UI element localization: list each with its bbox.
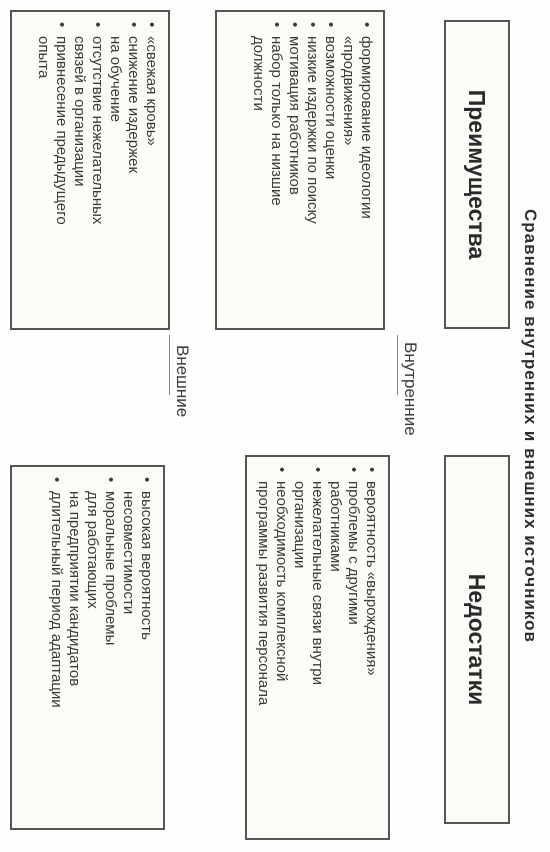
internal-row-label: Внутренние <box>401 342 420 436</box>
internal-advantage-item: • набор только на низшие должности <box>249 22 285 318</box>
internal-advantage-item: • мотивация работников <box>285 22 303 318</box>
external-row-label: Внешние <box>173 345 192 418</box>
internal-disadvantage-item: • необходимость комплексной программы развития персонала <box>254 467 290 828</box>
internal-disadvantage-item: • вероятность «вырождения» <box>362 467 380 828</box>
external-disadvantages-box <box>10 465 165 830</box>
internal-advantages-box <box>215 10 385 330</box>
disadvantages-header-label: Недостатки <box>464 573 491 706</box>
internal-advantage-item: • низкие издержки по поиску <box>303 22 321 318</box>
external-advantage-item: • снижение издержек на обучение <box>106 22 142 318</box>
internal-disadvantages-box <box>245 455 390 840</box>
internal-advantage-item: • формирование идеологии «продвижения» <box>339 22 375 318</box>
external-advantages-box <box>10 10 170 330</box>
external-divider <box>169 335 170 395</box>
advantages-header <box>444 20 510 329</box>
external-advantage-item: • «свежая кровь» <box>142 22 160 318</box>
page-title: Сравнение внутренних и внешних источников <box>521 209 540 643</box>
external-disadvantage-item: • высокая вероятность несовместимости <box>119 477 155 818</box>
advantages-header-label: Преимущества <box>464 89 491 260</box>
external-disadvantage-item: • длительный период адаптации <box>47 477 65 818</box>
disadvantages-header <box>444 455 510 824</box>
external-advantage-item: • отсутствие нежелательных связей в организации <box>70 22 106 318</box>
internal-divider <box>397 335 398 395</box>
internal-advantage-item: • возможности оценки <box>321 22 339 318</box>
internal-disadvantage-item: • проблемы с другими работниками <box>326 467 362 828</box>
internal-disadvantage-item: • нежелательные связи внутри организации <box>290 467 326 828</box>
external-disadvantage-item: • моральные проблемы для работающих на предприятии кандидатов <box>65 477 119 818</box>
external-advantage-item: • привнесение предыдущего опыта <box>34 22 70 318</box>
